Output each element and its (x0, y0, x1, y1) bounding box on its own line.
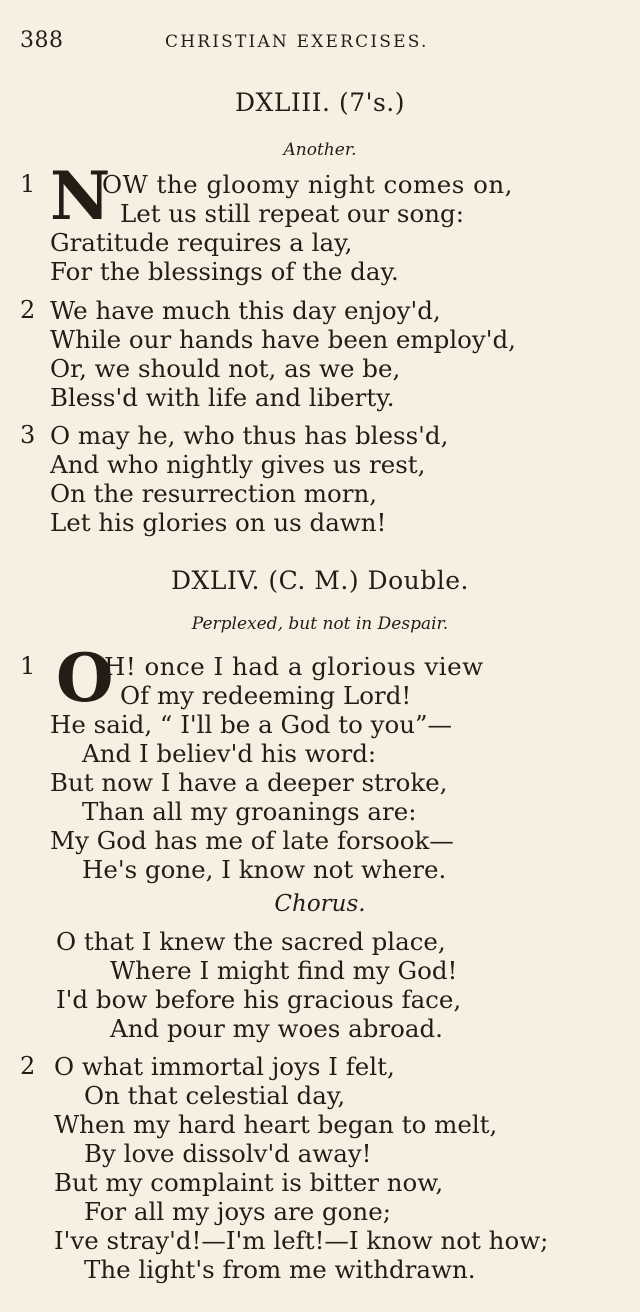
verse-line: Gratitude requires a lay, (50, 228, 353, 257)
verse-line: He said, “ I'll be a God to you”— (50, 710, 453, 739)
verse-number: 2 (20, 1052, 36, 1080)
verse-line: Let us still repeat our song: (120, 199, 464, 228)
verse-line: O may he, who thus has bless'd, (50, 421, 449, 450)
hymn-subtitle: Another. (283, 140, 357, 160)
chorus-line: O that I knew the sacred place, (56, 927, 446, 956)
verse-line: He's gone, I know not where. (82, 855, 447, 884)
chorus-line: Where I might find my God! (110, 956, 458, 985)
verse-line: We have much this day enjoy'd, (50, 296, 441, 325)
chorus-label: Chorus. (274, 891, 366, 917)
verse-line: For the blessings of the day. (50, 257, 399, 286)
verse-line: Than all my groanings are: (82, 797, 417, 826)
verse-line: On that celestial day, (84, 1081, 346, 1110)
running-head: CHRISTIAN EXERCISES. (165, 32, 429, 52)
verse-line: I've stray'd!—I'm left!—I know not how; (54, 1226, 549, 1255)
drop-cap: N (50, 157, 111, 235)
verse-line: But now I have a deeper stroke, (50, 768, 448, 797)
verse-line: Of my redeeming Lord! (120, 681, 412, 710)
verse-line: When my hard heart began to melt, (54, 1110, 498, 1139)
verse-line: On the resurrection morn, (50, 479, 378, 508)
verse-line: And who nightly gives us rest, (50, 450, 426, 479)
page-header (20, 28, 620, 58)
verse-line: By love dissolv'd away! (84, 1139, 372, 1168)
verse-line: And I believ'd his word: (82, 739, 377, 768)
verse-number: 2 (20, 296, 36, 324)
verse-line: O what immortal joys I felt, (54, 1052, 395, 1081)
verse-line: Let his glories on us dawn! (50, 508, 387, 537)
hymn-subtitle: Perplexed, but not in Despair. (191, 614, 449, 634)
verse-line: H! once I had a glorious view (104, 652, 484, 681)
verse-number: 3 (20, 421, 36, 449)
hymn-title: DXLIII. (7's.) (234, 88, 406, 117)
verse-line: My God has me of late forsook— (50, 826, 454, 855)
verse-line: The light's from me withdrawn. (84, 1255, 476, 1284)
verse-line: OW the gloomy night comes on, (102, 170, 513, 199)
page-number: 388 (20, 28, 64, 53)
drop-cap: O (56, 639, 114, 717)
verse-line: While our hands have been employ'd, (50, 325, 516, 354)
verse-line: For all my joys are gone; (84, 1197, 391, 1226)
chorus-line: And pour my woes abroad. (110, 1014, 443, 1043)
verse-number: 1 (20, 170, 36, 198)
chorus-line: I'd bow before his gracious face, (56, 985, 462, 1014)
hymn-title: DXLIV. (C. M.) Double. (171, 566, 469, 595)
verse-line: Bless'd with life and liberty. (50, 383, 395, 412)
verse-line: But my complaint is bitter now, (54, 1168, 444, 1197)
verse-number: 1 (20, 652, 36, 680)
verse-line: Or, we should not, as we be, (50, 354, 401, 383)
